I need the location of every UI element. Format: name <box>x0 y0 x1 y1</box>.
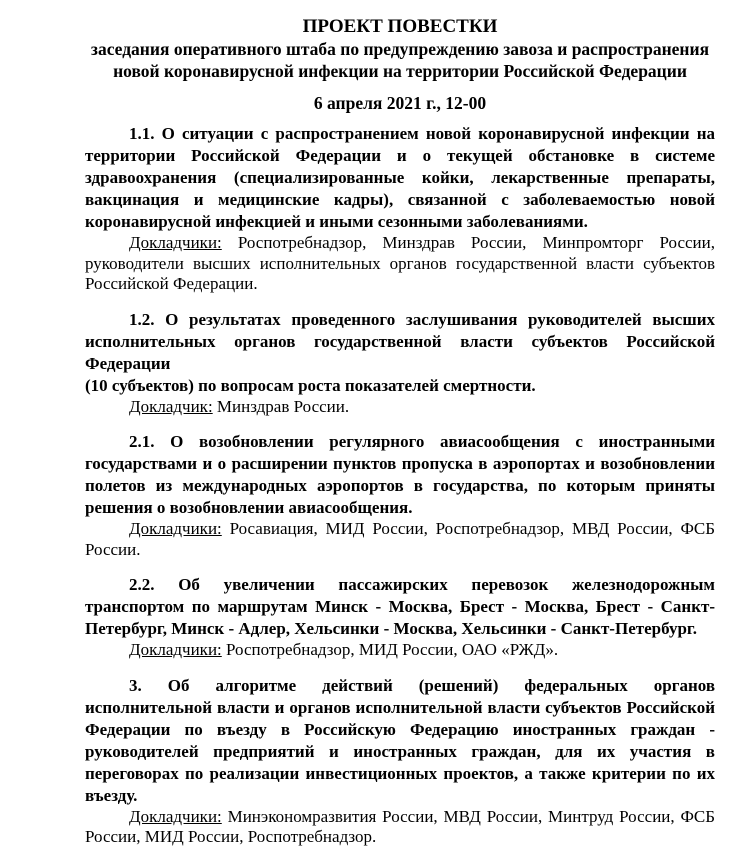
agenda-item-text-continuation: (10 субъектов) по вопросам роста показателей смертности. <box>85 375 536 395</box>
agenda-item-2-2 <box>85 574 715 661</box>
document-subtitle-line-2: новой коронавирусной инфекции на территории Российской Федерации <box>113 61 687 81</box>
agenda-item-1-1 <box>85 123 715 295</box>
agenda-item-text <box>85 574 715 640</box>
agenda-item-body: Об увеличении пассажирских перевозок железнодорожным транспортом по маршрутам Минск - Москва, Брест - Москва, Брест - Санкт-Петербург, Минск - Адлер, Хельсинки - Москва, Хельсинки - Санкт-Петербург. <box>85 575 715 638</box>
agenda-item-number: 1.2. <box>129 309 155 329</box>
reporters-label: Докладчики: <box>129 233 222 252</box>
reporters-list: Роспотребнадзор, МИД России, ОАО «РЖД». <box>226 640 559 659</box>
reporters-label: Докладчики: <box>129 806 222 826</box>
agenda-item-reporters <box>85 807 715 848</box>
agenda-item-number: 2.2. <box>129 575 155 594</box>
agenda-item-2-1 <box>85 431 715 560</box>
reporters-label: Докладчики: <box>129 519 222 538</box>
agenda-item-3 <box>85 675 715 848</box>
agenda-item-number: 2.1. <box>129 432 155 451</box>
agenda-item-body: О ситуации с распространением новой коронавирусной инфекции на территории Российской Федерации и о текущей обстановке в системе здравоохранения (специализированные койки, лекарственные препараты, вакцинация и медицинские кадры), связанной с заболеваемостью новой коронавирусной инфекцией и иными сезонными заболеваниями. <box>85 124 715 231</box>
agenda-item-body: Об алгоритме действий (решений) федеральных органов исполнительной власти и органов исполнительной власти субъектов Российской Федерации по въезду в Российскую Федерацию иностранных граждан - руководителей предприятий и иностранных граждан, для их участия в переговорах по реализации инвестиционных проектов, а также критерии по их въезду. <box>85 675 716 805</box>
reporters-label: Докладчик: <box>129 396 213 416</box>
agenda-item-reporters <box>85 640 715 661</box>
meeting-date: 6 апреля 2021 г., 12-00 <box>313 93 487 113</box>
agenda-item-body: О результатах проведенного заслушивания руководителей высших исполнительных органов государственной власти субъектов Российской Федерации <box>85 309 715 373</box>
reporters-list: Роспотребнадзор, Минздрав России, Минпромторг России, руководители высших исполнительных органов государственной власти субъектов Российской Федерации. <box>85 233 716 293</box>
agenda-item-reporters <box>85 233 715 295</box>
agenda-item-text <box>85 675 715 807</box>
agenda-item-text <box>85 431 715 519</box>
document-subtitle-line-1: заседания оперативного штаба по предупреждению завоза и распространения <box>90 39 710 59</box>
agenda-item-body: О возобновлении регулярного авиасообщения с иностранными государствами и о расширении пунктов пропуска в аэропортах и возобновлении полетов из международных аэропортов в государства, по которым приняты решения о возобновлении авиасообщения. <box>85 432 716 517</box>
reporters-list: Минздрав России. <box>216 396 350 416</box>
agenda-item-number: 3. <box>129 675 142 695</box>
agenda-item-text <box>85 309 715 375</box>
agenda-item-reporters <box>85 397 715 418</box>
reporters-label: Докладчики: <box>129 640 222 659</box>
reporters-list: Росавиация, МИД России, Роспотребнадзор, МВД России, ФСБ России. <box>85 519 715 559</box>
document-title: ПРОЕКТ ПОВЕСТКИ <box>302 16 498 37</box>
reporters-list: Минэкономразвития России, МВД России, Минтруд России, ФСБ России, МИД России, Роспотребнадзор. <box>85 806 715 846</box>
agenda-item-number: 1.1. <box>129 124 155 143</box>
agenda-item-text <box>85 123 715 233</box>
agenda-item-1-2 <box>85 309 715 418</box>
agenda-item-reporters <box>85 519 715 560</box>
